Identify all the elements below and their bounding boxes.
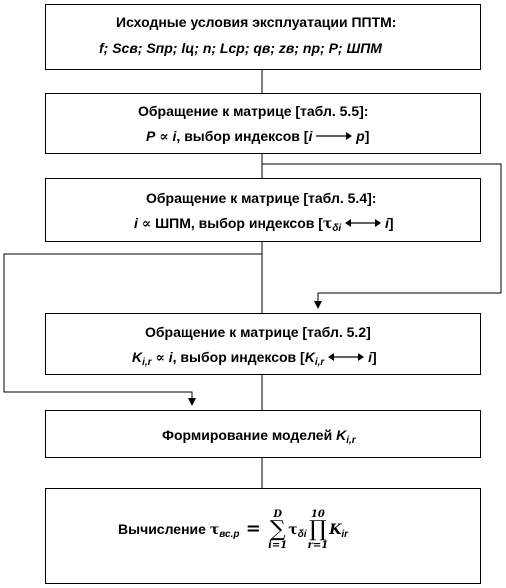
box4-text: , выбор индексов [ xyxy=(172,349,305,365)
box2-line2 xyxy=(146,128,369,145)
box4-k2-sub: i,r xyxy=(314,357,325,368)
box5-text xyxy=(162,427,356,449)
box2-index-p: p xyxy=(356,128,365,144)
box6-term-tau: τ xyxy=(288,522,298,538)
box2-close: ] xyxy=(364,128,370,144)
product-upper-limit: 10 xyxy=(310,509,325,521)
box5-k: K xyxy=(336,427,347,443)
box2-line1: Обращение к матрице [табл. 5.5]: xyxy=(138,103,369,119)
box-matrix-5-2 xyxy=(45,313,481,375)
box1-params: f; Sсв; Sпр; lц; n; Lср; qв; zв; nр; P; ШПМ xyxy=(99,40,382,56)
box1-title: Исходные условия эксплуатации ППТМ: xyxy=(116,14,397,30)
box6-label: Вычисление xyxy=(118,521,210,537)
box-matrix-5-4 xyxy=(45,178,481,242)
box4-prop-symbol: ∝ xyxy=(155,350,165,366)
box6-formula xyxy=(118,501,348,557)
box2-prop-symbol: ∝ xyxy=(159,129,169,145)
box3-prop-symbol: ∝ xyxy=(141,216,152,232)
box6-tau: τ xyxy=(209,522,220,538)
box3-index-i: i xyxy=(385,215,389,231)
box-calculation xyxy=(45,488,481,584)
box3-line2 xyxy=(134,215,394,237)
box3-line1: Обращение к матрице [табл. 5.4]: xyxy=(146,190,377,206)
box6-term-tau-sub: δi xyxy=(297,529,307,540)
box-matrix-5-5 xyxy=(45,93,481,154)
box3-close: ] xyxy=(388,215,394,231)
box6-tau-sub: вс.р xyxy=(219,529,240,540)
left-right-arrow-icon xyxy=(328,351,364,363)
product-lower-limit: r=1 xyxy=(307,540,329,552)
sum-upper-limit: D xyxy=(273,509,283,521)
box4-index-i: i xyxy=(368,349,372,365)
sum-symbol: ∑ xyxy=(269,517,286,543)
box4-line1: Обращение к матрице [табл. 5.2] xyxy=(145,324,371,340)
box3-text: ШПМ, выбор индексов [ xyxy=(151,215,323,231)
box2-p: P xyxy=(146,128,156,144)
box2-text: , выбор индексов [ xyxy=(176,128,309,144)
box3-tau: τ xyxy=(322,216,333,232)
box4-k2: K xyxy=(304,349,315,365)
box-model-formation xyxy=(45,410,481,458)
product-operator xyxy=(308,509,329,551)
box2-i: i xyxy=(172,128,177,144)
sum-lower-limit: i=1 xyxy=(268,540,288,552)
box-initial-conditions xyxy=(45,4,481,70)
box4-close: ] xyxy=(371,349,377,365)
right-arrow-icon xyxy=(316,130,352,142)
box6-term-k: K xyxy=(329,522,342,538)
sum-operator xyxy=(268,509,287,551)
product-symbol: ∏ xyxy=(309,517,327,543)
box3-i: i xyxy=(134,215,138,231)
box4-line2 xyxy=(132,349,377,371)
box4-i: i xyxy=(168,349,173,365)
box4-k-sub: i,r xyxy=(142,357,152,368)
left-right-arrow-icon xyxy=(345,217,381,229)
box6-term-k-sub: ir xyxy=(341,529,349,540)
box6-equals: = xyxy=(239,518,268,539)
box2-index-i: i xyxy=(308,128,313,144)
box5-label: Формирование моделей xyxy=(162,427,337,443)
box3-tau-sub: δi xyxy=(332,223,342,234)
box4-k: K xyxy=(132,349,143,365)
box5-k-sub: i,r xyxy=(346,435,356,446)
